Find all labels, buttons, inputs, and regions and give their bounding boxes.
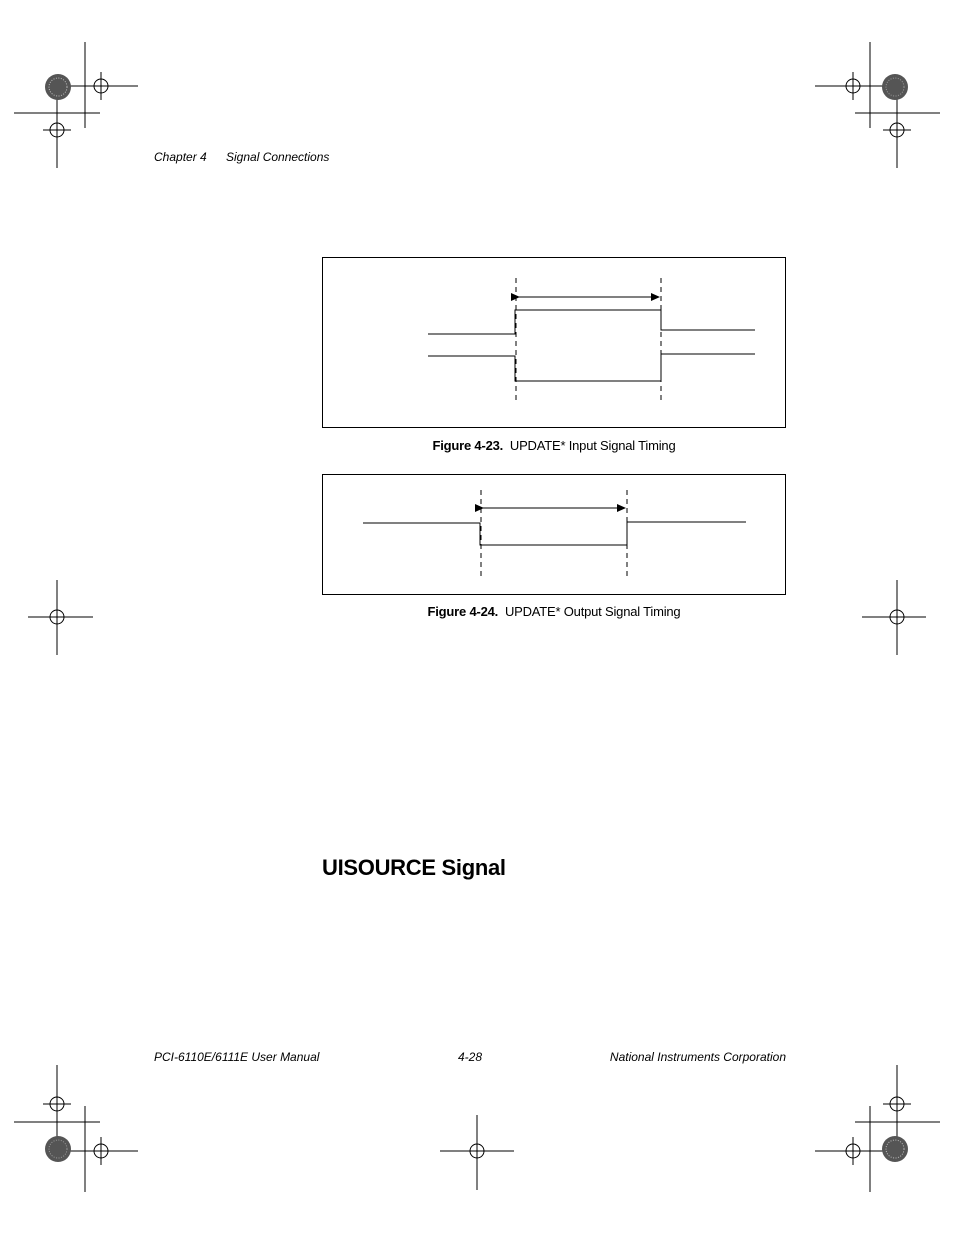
signal-trace-upper (428, 310, 755, 334)
output-timing-diagram (323, 475, 785, 594)
figure-output-timing (322, 474, 786, 595)
footer-company: National Instruments Corporation (609, 1050, 786, 1064)
footer-manual: PCI-6110E/6111E User Manual (154, 1050, 320, 1064)
figure-caption-input (322, 438, 786, 453)
running-header (154, 150, 329, 164)
signal-trace (363, 522, 746, 545)
section-heading: UISOURCE Signal (322, 855, 506, 880)
figure-input-timing (322, 257, 786, 428)
figure-number: Figure 4-23. (432, 438, 504, 453)
figure-caption-output (322, 604, 786, 619)
input-timing-diagram (323, 258, 785, 427)
header-section: Signal Connections (226, 150, 330, 164)
figure-number: Figure 4-24. (427, 604, 499, 619)
figure-title: UPDATE* Output Signal Timing (504, 604, 681, 619)
header-chapter: Chapter 4 (154, 150, 207, 164)
figure-title: UPDATE* Input Signal Timing (509, 438, 676, 453)
signal-trace-lower (428, 354, 755, 381)
footer-page-number: 4-28 (458, 1050, 483, 1064)
